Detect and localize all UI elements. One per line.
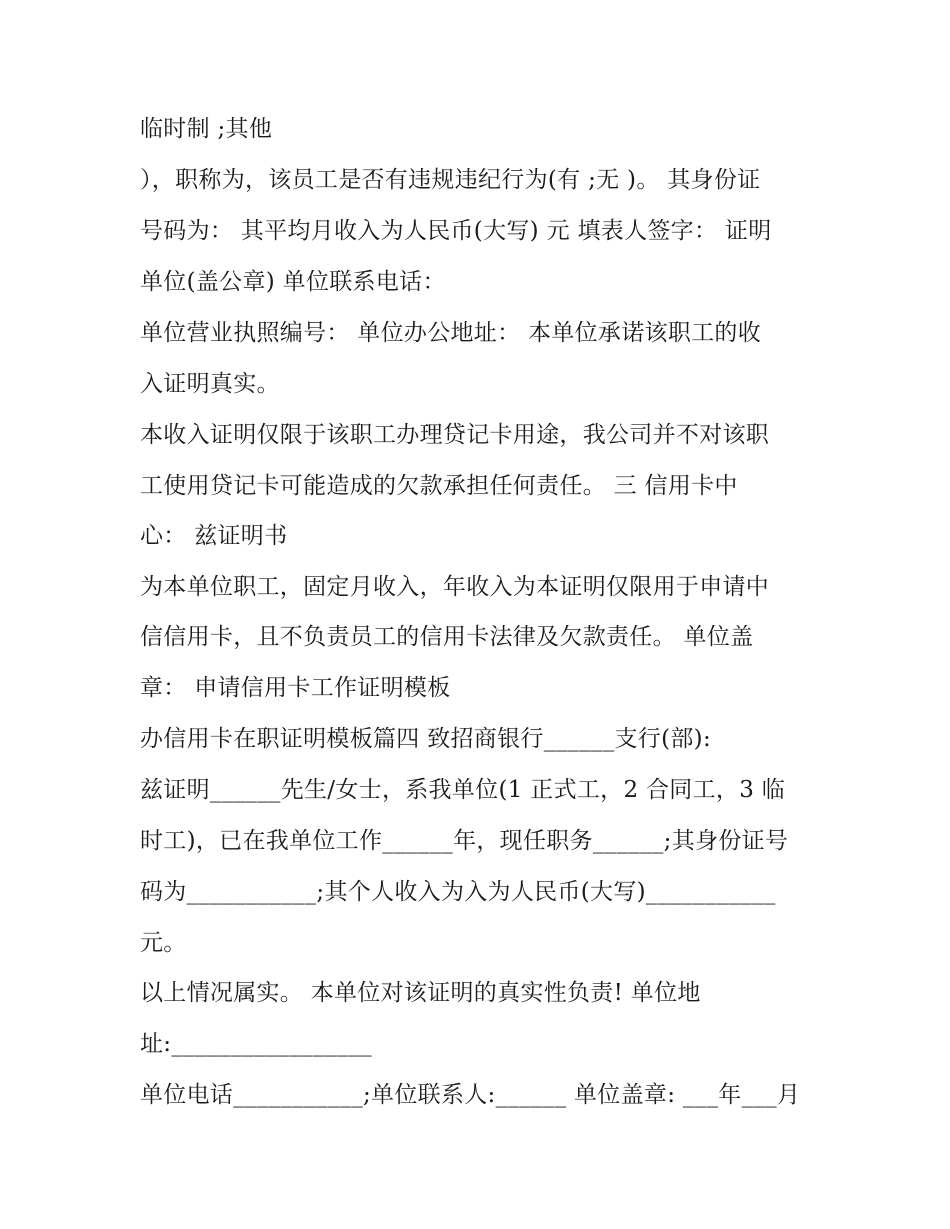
text-line: 信信用卡，且不负责员工的信用卡法律及欠款责任。 单位盖: [140, 624, 754, 650]
text-line: 入证明真实。: [140, 371, 280, 397]
text-line: 章： 申请信用卡工作证明模板: [140, 675, 451, 701]
text-line: 临时制 ;其他: [140, 116, 273, 142]
text-line: 单位电话___________;单位联系人:______ 单位盖章: ___年___月: [140, 1082, 801, 1108]
text-line: 心： 兹证明书: [140, 523, 288, 549]
text-line: 兹证明______先生/女士，系我单位(1 正式工，2 合同工，3 临: [140, 777, 786, 803]
text-line: ），职称为，该员工是否有违规违纪行为(有 ;无 )。 其身份证: [140, 167, 761, 193]
text-line: 时工)，已在我单位工作______年，现任职务______;其身份证号: [140, 828, 789, 854]
text-line: 以上情况属实。 本单位对该证明的真实性负责! 单位地: [140, 980, 701, 1006]
text-line: 号码为： 其平均月收入为人民币(大写) 元 填表人签字： 证明: [140, 218, 772, 244]
text-line: 办信用卡在职证明模板篇四 致招商银行______支行(部):: [140, 726, 712, 752]
text-line: 码为___________;其个人收入为入为人民币(大写)___________: [140, 879, 776, 905]
text-line: 单位营业执照编号： 单位办公地址： 本单位承诺该职工的收: [140, 320, 762, 346]
text-line: 工使用贷记卡可能造成的欠款承担任何责任。 三 信用卡中: [140, 473, 738, 499]
text-line: 址:_________________: [140, 1031, 372, 1057]
text-line: 元。: [140, 930, 187, 956]
text-line: 单位(盖公章) 单位联系电话：: [140, 269, 446, 295]
text-line: 本收入证明仅限于该职工办理贷记卡用途，我公司并不对该职: [140, 422, 770, 448]
text-line: 为本单位职工，固定月收入，年收入为本证明仅限用于申请中: [140, 574, 770, 600]
